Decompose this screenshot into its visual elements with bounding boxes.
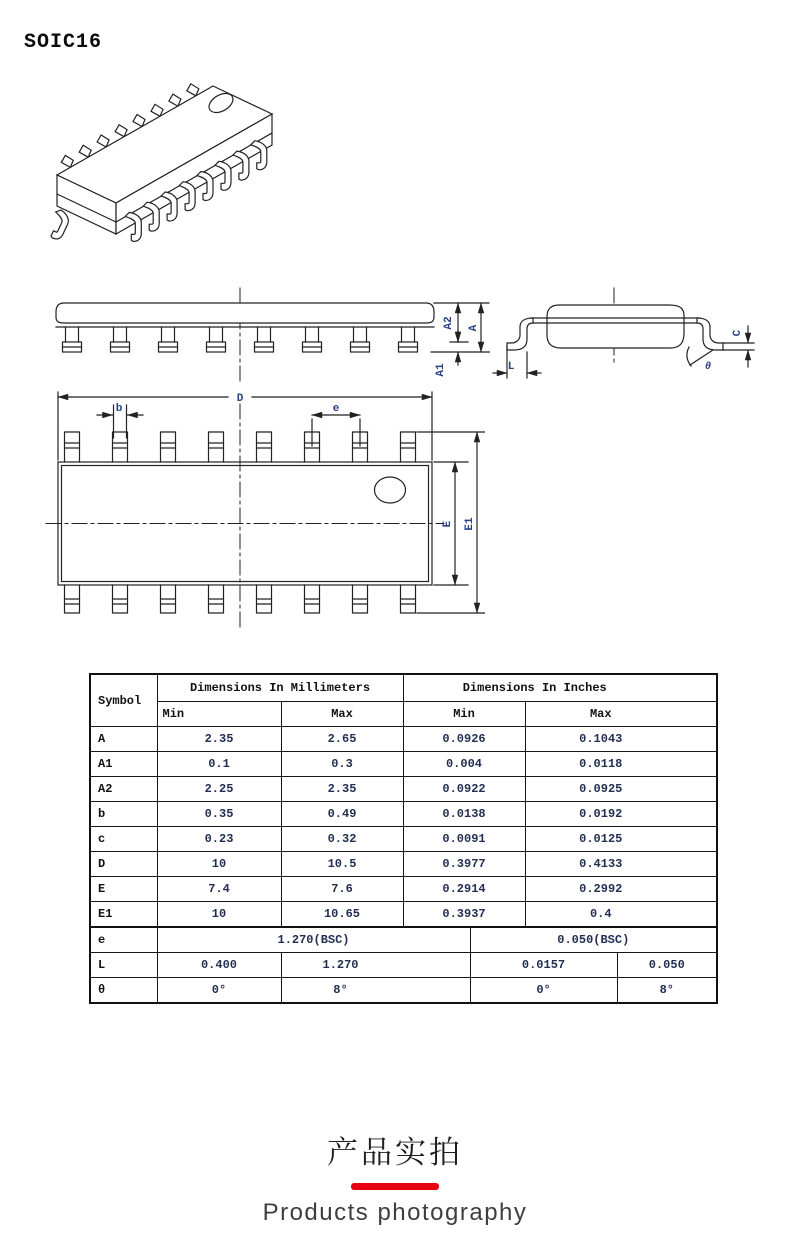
dim-label-l: L xyxy=(507,361,515,373)
top-view-drawing xyxy=(40,384,485,635)
dim-label-theta: θ xyxy=(704,362,712,373)
table-subheader-row xyxy=(90,702,717,727)
isometric-package-drawing xyxy=(25,62,325,272)
footer-heading-english: Products photography xyxy=(262,1199,528,1226)
table-row: e 1.270(BSC) 0.050(BSC) xyxy=(90,927,717,953)
dim-label-c: C xyxy=(732,329,744,337)
package-body xyxy=(547,305,684,348)
footer-heading-chinese: 产品实拍 xyxy=(327,1135,463,1171)
table-row: c 0.23 0.32 0.0091 0.0125 xyxy=(90,827,717,852)
dim-label-E1: E1 xyxy=(464,517,476,531)
table-row: E 7.4 7.6 0.2914 0.2992 xyxy=(90,877,717,902)
dim-label-b: b xyxy=(115,403,123,415)
left-lead xyxy=(507,318,533,350)
table-header-row xyxy=(90,674,717,702)
package-body-outline xyxy=(58,462,432,585)
inch-max-header: Max xyxy=(525,702,717,727)
symbol-header: Symbol xyxy=(90,674,157,727)
front-view-drawing xyxy=(40,285,490,390)
inch-group-header: Dimensions In Inches xyxy=(403,674,717,702)
accent-underline xyxy=(351,1183,439,1190)
mm-group-header: Dimensions In Millimeters xyxy=(157,674,403,702)
right-lead xyxy=(697,318,723,350)
mm-min-header: Min xyxy=(157,702,281,727)
inch-min-header: Min xyxy=(403,702,525,727)
mm-max-header: Max xyxy=(281,702,403,727)
dimensions-table-lower xyxy=(89,926,718,1004)
pin1-indicator xyxy=(375,477,406,503)
table-row: A 2.35 2.65 0.0926 0.1043 xyxy=(90,727,717,752)
dimensions-table-upper xyxy=(89,673,718,928)
dim-label-a1: A1 xyxy=(435,363,447,377)
package-body xyxy=(56,303,434,323)
dim-label-a: A xyxy=(468,324,480,332)
footer-section xyxy=(0,1136,790,1227)
table-row: L 0.400 1.270 0.0157 0.050 xyxy=(90,953,717,978)
table-row: D 10 10.5 0.3977 0.4133 xyxy=(90,852,717,877)
dim-label-a2: A2 xyxy=(443,316,455,330)
table-row: A2 2.25 2.35 0.0922 0.0925 xyxy=(90,777,717,802)
table-row: θ 0° 8° 0° 8° xyxy=(90,978,717,1004)
dim-label-e: e xyxy=(332,403,340,415)
table-row: A1 0.1 0.3 0.004 0.0118 xyxy=(90,752,717,777)
dim-label-d: D xyxy=(236,393,244,405)
end-view-drawing xyxy=(485,285,785,390)
table-row: E1 10 10.65 0.3937 0.4 xyxy=(90,902,717,928)
page-title: SOIC16 xyxy=(24,31,103,54)
table-row: b 0.35 0.49 0.0138 0.0192 xyxy=(90,802,717,827)
dimensions-table xyxy=(89,673,720,1004)
dim-label-E: E xyxy=(442,520,454,528)
